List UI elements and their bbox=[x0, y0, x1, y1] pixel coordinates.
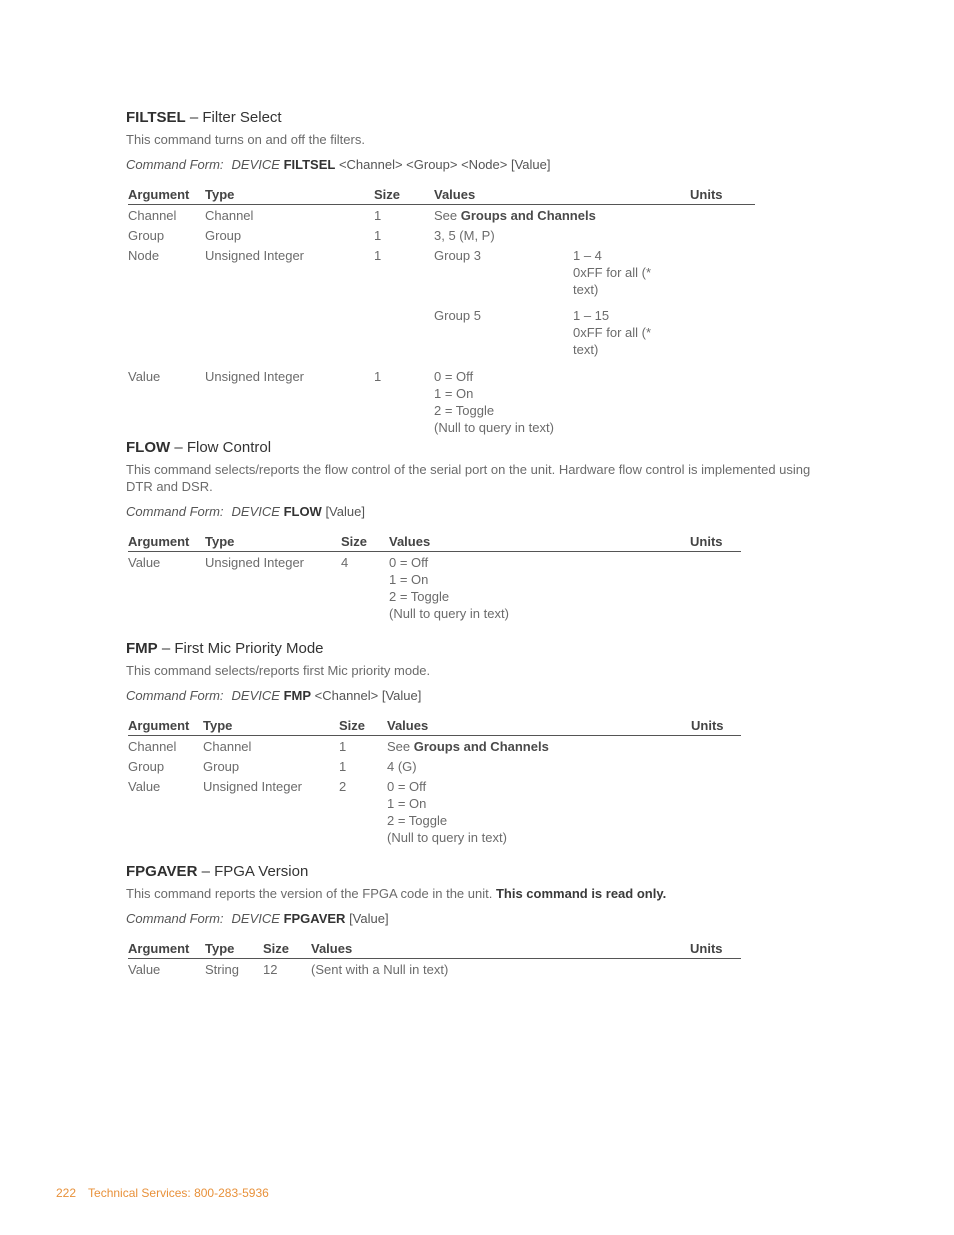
table-header: Argument Type Size Values Units bbox=[128, 718, 741, 736]
table-row: Node Unsigned Integer 1 Group 3 1 – 4 0xFF for all (* text) bbox=[128, 248, 652, 297]
fmp-table bbox=[128, 718, 741, 847]
table-row: Group Group 1 3, 5 (M, P) bbox=[128, 228, 495, 243]
flow-description: This command selects/reports the flow control of the serial port on the unit. Hardware flow control is implemented using DTR and DSR. bbox=[126, 462, 811, 494]
table-row: Value Unsigned Integer 4 0 = Off 1 = On 2 = Toggle (Null to query in text) bbox=[128, 555, 509, 621]
filtsel-section bbox=[126, 109, 816, 437]
table-header: Argument Type Size Values Units bbox=[128, 941, 741, 959]
fpgaver-command-form: Command Form: DEVICE FPGAVER [Value] bbox=[126, 911, 389, 926]
fmp-section bbox=[126, 640, 816, 847]
table-row: Value Unsigned Integer 2 0 = Off 1 = On 2 = Toggle (Null to query in text) bbox=[128, 779, 507, 845]
fmp-description: This command selects/reports first Mic priority mode. bbox=[126, 663, 431, 678]
fpgaver-title: FPGAVER – FPGA Version bbox=[126, 863, 309, 880]
fpgaver-description: This command reports the version of the FPGA code in the unit. This command is read only. bbox=[126, 886, 667, 901]
table-header: Argument Type Size Values Units bbox=[128, 187, 755, 205]
table-row: Value String 12 (Sent with a Null in text) bbox=[128, 962, 449, 977]
filtsel-description: This command turns on and off the filters. bbox=[126, 132, 365, 147]
table-row: Group Group 1 4 (G) bbox=[128, 759, 417, 774]
flow-section bbox=[126, 439, 816, 623]
table-row: Group 5 1 – 15 0xFF for all (* text) bbox=[434, 308, 652, 357]
fmp-title: FMP – First Mic Priority Mode bbox=[126, 640, 324, 657]
fpgaver-table bbox=[128, 941, 741, 979]
page-number: 222 bbox=[56, 1186, 77, 1200]
table-row: Channel Channel 1 See Groups and Channels bbox=[128, 208, 596, 223]
filtsel-table bbox=[128, 187, 755, 437]
flow-title: FLOW – Flow Control bbox=[126, 439, 272, 456]
page-footer bbox=[56, 1186, 281, 1200]
fmp-command-form: Command Form: DEVICE FMP <Channel> [Value] bbox=[126, 688, 422, 703]
flow-command-form: Command Form: DEVICE FLOW [Value] bbox=[126, 504, 365, 519]
filtsel-command-form: Command Form: DEVICE FILTSEL <Channel> <Group> <Node> [Value] bbox=[126, 157, 551, 172]
filtsel-title: FILTSEL – Filter Select bbox=[126, 109, 282, 126]
table-row: Channel Channel 1 See Groups and Channels bbox=[128, 739, 549, 754]
table-header: Argument Type Size Values Units bbox=[128, 534, 741, 552]
flow-table bbox=[128, 534, 741, 623]
footer-text: Technical Services: 800-283-5936 bbox=[88, 1186, 269, 1200]
table-row: Value Unsigned Integer 1 0 = Off 1 = On 2 = Toggle (Null to query in text) bbox=[128, 369, 554, 435]
fpgaver-section bbox=[126, 863, 816, 979]
